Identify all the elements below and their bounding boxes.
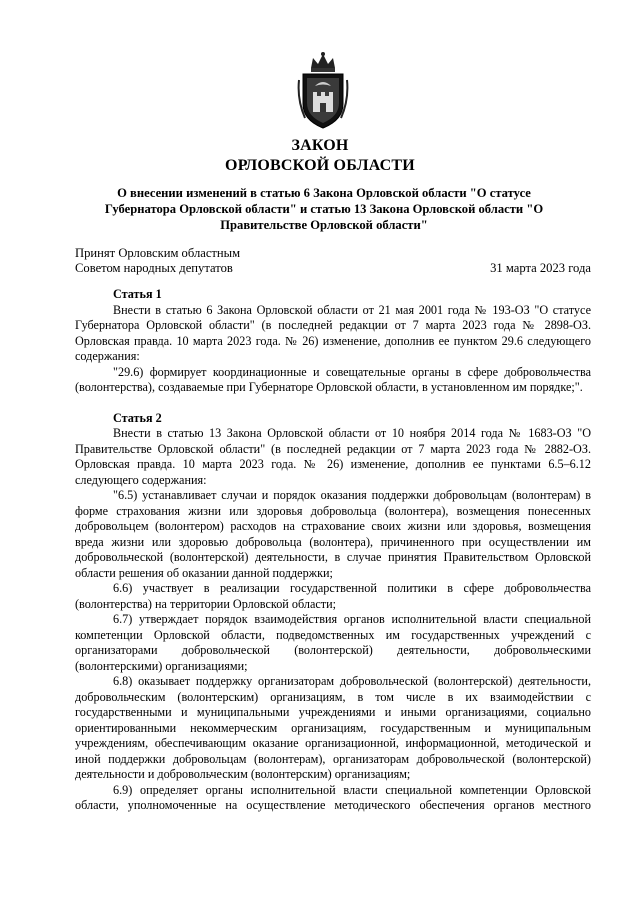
adopted-by-line2: Советом народных депутатов xyxy=(75,261,233,275)
adoption-date: 31 марта 2023 года xyxy=(490,261,591,275)
article-1-heading: Статья 1 xyxy=(113,287,162,301)
coat-of-arms-icon xyxy=(297,50,349,130)
article-2-paragraph: 6.9) определяет органы исполнительной власти специальной компетенции Орловской области, уполномоченные на осуществление методического обеспечения органов местного xyxy=(75,782,591,812)
law-subtitle: О внесении изменений в статью 6 Закона Орловской области "О статусе Губернатора Орловской области" и статью 13 Закона Орловской области "О Правительстве Орловской области" xyxy=(104,186,544,232)
document-body xyxy=(75,287,591,814)
article-1-paragraph: "29.6) формирует координационные и совещательные органы в сфере добровольчества (волонтерства), создаваемые при Губернаторе Орловской области, в установленном им порядке;". xyxy=(75,364,591,394)
adoption-info xyxy=(75,246,591,276)
law-title: ЗАКОН xyxy=(291,137,349,154)
title-block xyxy=(0,136,640,176)
article-2-paragraph: Внести в статью 13 Закона Орловской области от 10 ноября 2014 года № 1683-ОЗ "О Правительстве Орловской области" (в последней редакции от 7 марта 2023 года № 2882-ОЗ. Орловская правда. 10 марта 2023 года. № 26) изменение, дополнив ее пунктами 6.5–6.12 следующего содержания: xyxy=(75,426,591,487)
region-title: ОРЛОВСКОЙ ОБЛАСТИ xyxy=(225,157,415,174)
article-2-paragraph: 6.7) утверждает порядок взаимодействия органов исполнительной власти специальной компетенции Орловской области, подведомственных им государственных учреждений с организаторами добровольческой (волонтерской) деятельности, добровольческими (волонтерскими) организациями; xyxy=(75,612,591,673)
adopted-by-line1: Принят Орловским областным xyxy=(75,246,241,260)
article-2-heading: Статья 2 xyxy=(113,410,162,425)
article-2-paragraph: 6.6) участвует в реализации государственной политики в сфере добровольчества (волонтерства) на территории Орловской области; xyxy=(75,581,591,611)
article-2-paragraph: 6.8) оказывает поддержку организаторам добровольческой (волонтерской) деятельности, добровольческим (волонтерским) организациям, в том числе в их взаимодействии с государственными и муниципальными учреждениями и иными организациями, социально ориентированными некоммерческим организациям, государственным и муниципальным учреждениям, обеспечивающим оказание организационной, информационной, методической и иной поддержки добровольцам (волонтерам), организаторам добровольческой (волонтерской) деятельности и добровольческим (волонтерским) организациям; xyxy=(75,674,591,781)
article-2-paragraph: "6.5) устанавливает случаи и порядок оказания поддержки добровольцам (волонтерам) в форме страхования жизни или здоровья добровольца (волонтера), возмещения понесенных добровольцем (волонтером) расходов на страхование своих жизни или здоровья, возмещения вреда жизни или здоровью добровольца (волонтера), причиненного при осуществлении им добровольческой (волонтерской) деятельности, в случае принятия Правительством Орловской области решения об оказании данной поддержки; xyxy=(75,488,591,580)
article-1-paragraph: Внести в статью 6 Закона Орловской области от 21 мая 2001 года № 193-ОЗ "О статусе Губернатора Орловской области" (в последней редакции от 7 марта 2023 года № 2898-ОЗ. Орловская правда. 10 марта 2023 года. № 26) изменение, дополнив ее пунктом 29.6 следующего содержания: xyxy=(75,302,591,363)
